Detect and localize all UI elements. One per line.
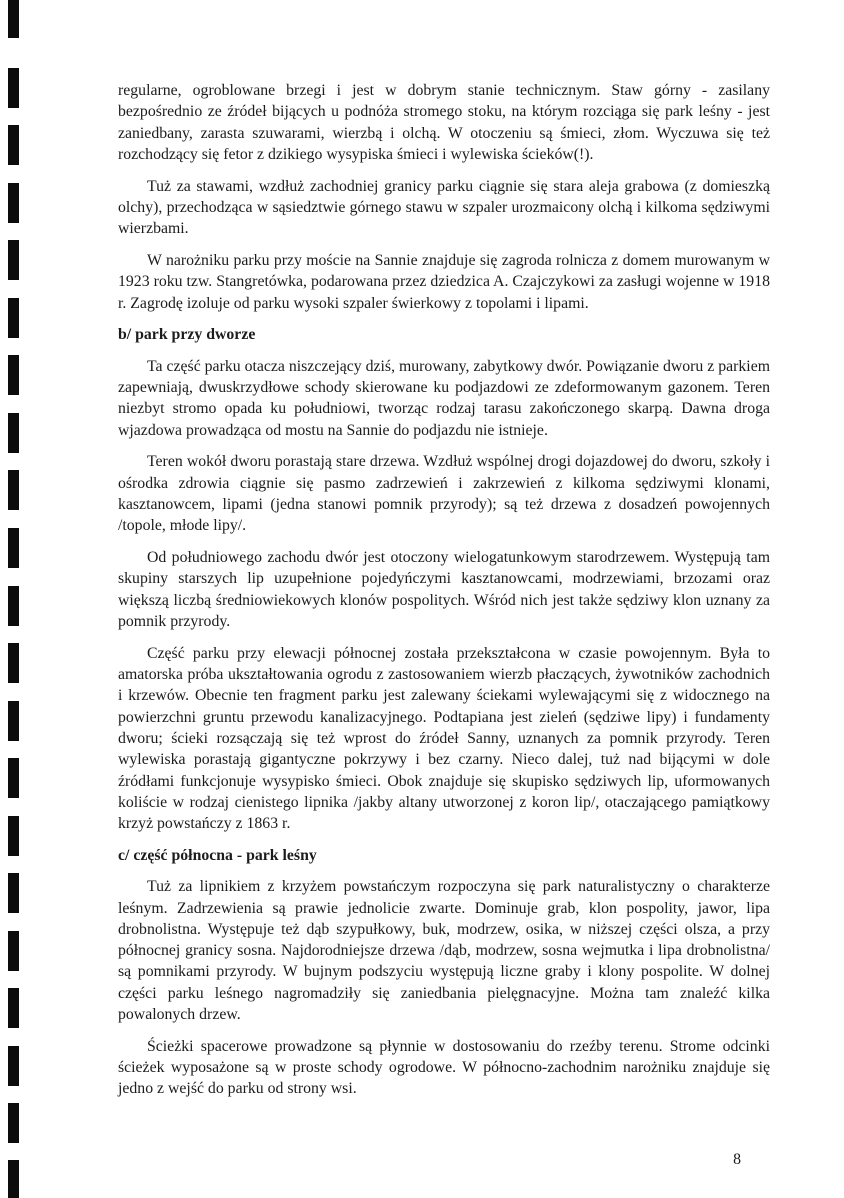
paragraph: Część parku przy elewacji północnej została przekształcona w czasie powojennym. Była to amatorska próba ukształtowania ogrodu z zastosowaniem wierzb płaczących, żywotników zachodnich i krzewów. Obecnie ten fragment parku jest zalewany ściekami wylewającymi się z widocznego na powierzchni gruntu przewodu kanalizacyjnego. Podtapiana jest zieleń (sędziwe lipy) i fundamenty dworu; ścieki rozsączają się też wprost do źródeł Sanny, uznanych za pomnik przyrody. Teren wylewiska porastają gigantyczne pokrzywy i bez czarny. Nieco dalej, tuż nad bijącymi w dole źródłami funkcjonuje wysypisko śmieci. Obok znajduje się skupisko sędziwych lip, uformowanych koliście w rodzaj cienistego lipnika /jakby altany utworzonej z koron lip/, otaczającego pamiątkowy krzyż powstańczy z 1863 r. bbox=[118, 644, 770, 833]
binding-hole bbox=[8, 988, 19, 1028]
binding-hole bbox=[8, 816, 19, 856]
binding-hole bbox=[8, 413, 19, 453]
binding-holes bbox=[8, 0, 22, 1198]
paragraph: Ścieżki spacerowe prowadzone są płynnie w dostosowaniu do rzeźby terenu. Strome odcinki ścieżek wyposażone są w proste schody ogrodowe. W północno-zachodnim narożniku znajduje się jedno z wejść do parku od strony wsi. bbox=[118, 1037, 770, 1098]
binding-hole bbox=[8, 125, 19, 165]
binding-hole bbox=[8, 0, 19, 38]
binding-hole bbox=[8, 1160, 19, 1198]
document-body bbox=[118, 80, 770, 1110]
binding-hole bbox=[8, 758, 19, 798]
binding-hole bbox=[8, 183, 19, 223]
paragraph: Tuż za stawami, wzdłuż zachodniej granicy parku ciągnie się stara aleja grabowa (z domieszką olchy), przechodząca w sąsiedztwie górnego stawu w szpaler urozmaicony olchą i kilkoma sędziwymi wierzbami. bbox=[118, 177, 770, 238]
binding-hole bbox=[8, 931, 19, 971]
section-heading: b/ park przy dworze bbox=[118, 326, 256, 344]
paragraph: Od południowego zachodu dwór jest otoczony wielogatunkowym starodrzewem. Występują tam skupiny starszych lip uzupełnione pojedyńczymi kasztanowcami, modrzewiami, brzozami oraz większą liczbą średniowiekowych klonów pospolitych. Wśród nich jest także sędziwy klon uznany za pomnik przyrody. bbox=[118, 549, 770, 631]
binding-hole bbox=[8, 470, 19, 510]
binding-hole bbox=[8, 298, 19, 338]
binding-hole bbox=[8, 1046, 19, 1086]
binding-hole bbox=[8, 643, 19, 683]
paragraph: Teren wokół dworu porastają stare drzewa. Wzdłuż wspólnej drogi dojazdowej do dworu, szkoły i ośrodka zdrowia ciągnie się pasmo zadrzewień i zakrzewień z kilkoma sędziwymi klonami, kasztanowcem, lipami (jedna stanowi pomnik przyrody); są też drzewa z dosadzeń powojennych /topole, młode lipy/. bbox=[118, 453, 770, 535]
binding-hole bbox=[8, 355, 19, 395]
paragraph: W narożniku parku przy moście na Sannie znajduje się zagroda rolnicza z domem murowanym w 1923 roku tzw. Stangretówka, podarowana przez dziedzica A. Czajczykowi za zasługi wojenne w 1918 r. Zagrodę izoluje od parku wysoki szpaler świerkowy z topolami i lipami. bbox=[118, 252, 770, 312]
binding-hole bbox=[8, 586, 19, 626]
page-number: 8 bbox=[733, 1151, 741, 1168]
section-heading: c/ część północna - park leśny bbox=[118, 847, 317, 864]
paragraph: regularne, ogroblowane brzegi i jest w dobrym stanie technicznym. Staw górny - zasilany bezpośrednio ze źródeł bijących u podnóża stromego stoku, na którym rozciąga się park leśny - jest zaniedbany, zarasta szuwarami, wierzbą i olchą. W otoczeniu są śmieci, złom. Wyczuwa się też rozchodzący się fetor z dzikiego wysypiska śmieci i wylewiska ścieków(!). bbox=[118, 82, 770, 163]
paragraph: Ta część parku otacza niszczejący dziś, murowany, zabytkowy dwór. Powiązanie dworu z parkiem zapewniają, dwuskrzydłowe schody skierowane ku podjazdowi ze zdeformowanym gazonem. Teren niezbyt stromo opada ku południowi, tworząc rodzaj tarasu zakończonego skarpą. Dawna droga wjazdowa prowadząca od mostu na Sannie do podjazdu nie istnieje. bbox=[118, 357, 770, 439]
binding-hole bbox=[8, 68, 19, 108]
binding-hole bbox=[8, 528, 19, 568]
binding-hole bbox=[8, 240, 19, 280]
paragraph: Tuż za lipnikiem z krzyżem powstańczym rozpoczyna się park naturalistyczny o charakterze leśnym. Zadrzewienia są prawie jednolicie zwarte. Dominuje grab, klon pospolity, jawor, lipa drobnolistna. Występuje też dąb szypułkowy, buk, modrzew, osika, w niższej części olsza, a przy północnej granicy sosna. Najdorodniejsze drzewa /dąb, modrzew, sosna wejmutka i lipa drobnolistna/ są pomnikami przyrody. W bujnym podszyciu występują liczne graby i klony pospolite. W dolnej części parku leśnego nagromadziły się zaniedbania pielęgnacyjne. Można tam znaleźć kilka powalonych drzew. bbox=[118, 878, 770, 1024]
binding-hole bbox=[8, 1103, 19, 1143]
binding-hole bbox=[8, 701, 19, 741]
binding-hole bbox=[8, 873, 19, 913]
